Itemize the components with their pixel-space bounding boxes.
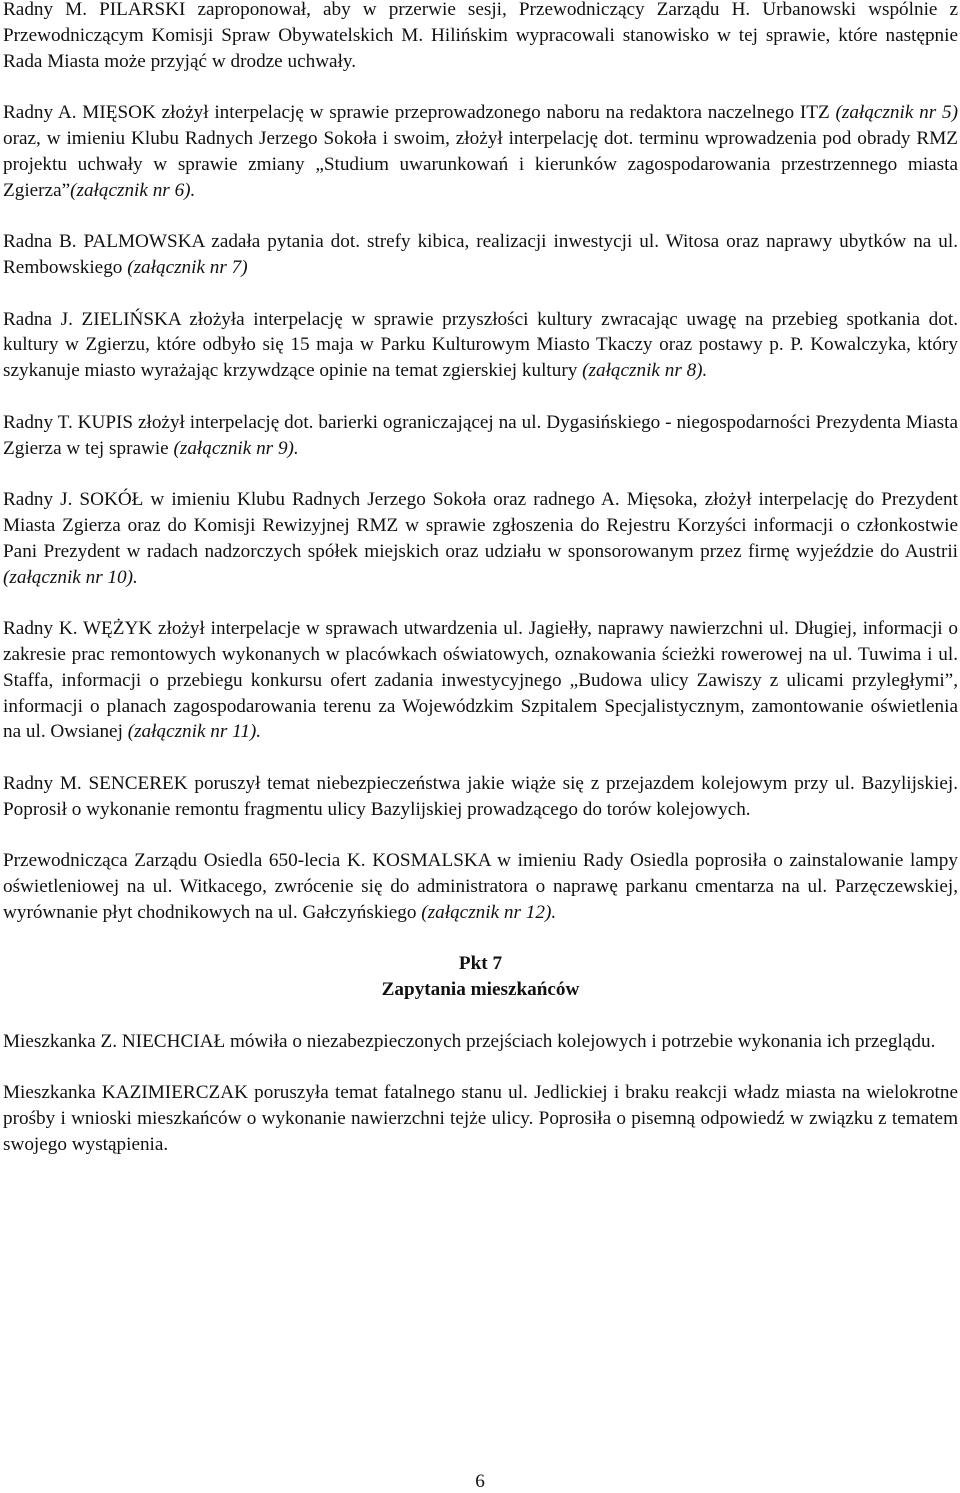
paragraph-text: Radna B. PALMOWSKA zadała pytania dot. strefy kibica, realizacji inwestycji ul. Witosa oraz naprawy ubytków na ul. Rembowskiego — [3, 231, 958, 278]
paragraph-sencerek — [3, 771, 958, 823]
paragraph-text: Radny M. SENCEREK poruszył temat niebezpieczeństwa jakie wiąże się z przejazdem kolejowym przy ul. Bazylijskiej. Poprosił o wykonanie remontu fragmentu ulicy Bazylijskiej prowadzącego do torów kolejowych. — [3, 772, 958, 820]
paragraph-text: Radny K. WĘŻYK złożył interpelacje w sprawach utwardzenia ul. Jagiełły, naprawy nawierzchni ul. Długiej, informacji o zakresie prac remontowych wykonanych w placówkach oświatowych, oznakowania ścieżki rowerowej na ul. Tuwima i ul. Staffa, informacji o przebiegu konkursu ofert zadania inwestycyjnego „Budowa ulicy Zawiszy z ulicami przyległymi”, informacji o planach zagospodarowania terenu za Wojewódzkim Szpitalem Specjalistycznym, zamontowanie oświetlenia na ul. Owsianej — [3, 618, 958, 743]
paragraph-wezyk — [3, 616, 958, 745]
paragraph-text: Radna J. ZIELIŃSKA złożyła interpelację w sprawie przyszłości kultury zwracając uwagę na przebieg spotkania dot. kultury w Zgierzu, które odbyło się 15 maja w Parku Kulturowym Miasto Tkaczy oraz postawy p. P. Kowalczyka, który szykanuje miasto wyrażając krzywdzące opinie na temat zgierskiej kultury — [3, 308, 958, 382]
section-title: Zapytania mieszkańców — [381, 979, 580, 1001]
paragraph-gap — [3, 823, 958, 849]
paragraph-text: Mieszkanka Z. NIECHCIAŁ mówiła o niezabezpieczonych przejściach kolejowych i potrzebie wykonania ich przeglądu. — [3, 1030, 936, 1052]
paragraph-text: Radny A. MIĘSOK złożył interpelację w sprawie przeprowadzonego naboru na redaktora naczelnego ITZ — [3, 102, 836, 124]
paragraph-niechcial — [3, 1029, 958, 1055]
paragraph-gap — [3, 461, 958, 487]
page-number: 6 — [475, 1471, 485, 1492]
paragraph-text: Radny J. SOKÓŁ w imieniu Klubu Radnych Jerzego Sokoła oraz radnego A. Mięsoka, złożył interpelację do Prezydent Miasta Zgierza oraz do Komisji Rewizyjnej RMZ w sprawie zgłoszenia do Rejestru Korzyści informacji o członkostwie Pani Prezydent w radach nadzorczych spółek miejskich oraz udziału w sponsorowanym przez firmę wyjeździe do Austrii — [3, 489, 958, 562]
paragraph-text: Przewodnicząca Zarządu Osiedla 650-lecia K. KOSMALSKA w imieniu Rady Osiedla poprosiła o zainstalowanie lampy oświetleniowej na ul. Witkacego, zwrócenie się do administratora o naprawę parkanu cmentarza na ul. Parzęczewskiej, wyrównanie płyt chodnikowych na ul. Gałczyńskiego — [3, 850, 958, 923]
paragraph-gap — [3, 203, 958, 229]
paragraph-text: Mieszkanka KAZIMIERCZAK poruszyła temat fatalnego stanu ul. Jedlickiej i braku reakcji władz miasta na wielokrotne prośby i wnioski mieszkańców o wykonanie nawierzchni tejże ulicy. Poprosiła o pisemną odpowiedź w związku z tematem swojego wystąpienia. — [3, 1082, 958, 1156]
attachment-reference: (załącznik nr 11). — [127, 721, 262, 743]
paragraph-text: oraz, w imieniu Klubu Radnych Jerzego Sokoła i swoim, złożył interpelację dot. terminu wprowadzenia pod obrady RMZ projektu uchwały w sprawie zmiany „Studium uwarunkowań i kierunków zagospodarowania przestrzennego miasta Zgierza” — [3, 127, 958, 201]
paragraph-gap — [3, 74, 958, 100]
paragraph-gap — [3, 926, 958, 952]
attachment-reference: (załącznik nr 6). — [70, 179, 196, 201]
paragraph-kazimierczak — [3, 1080, 958, 1157]
paragraph-text: Radny M. PILARSKI zaproponował, aby w przerwie sesji, Przewodniczący Zarządu H. Urbanowski wspólnie z Przewodniczącym Komisji Spraw Obywatelskich M. Hilińskim wypracowali stanowisko w tej sprawie, które następnie Rada Miasta może przyjąć w drodze uchwały. — [3, 0, 958, 72]
paragraph-kosmalska — [3, 848, 958, 925]
attachment-reference: (załącznik nr 9). — [173, 437, 299, 459]
paragraph-zielinska — [3, 307, 958, 384]
attachment-reference: (załącznik nr 8). — [582, 360, 708, 382]
paragraph-sokol — [3, 487, 958, 590]
attachment-reference: (załącznik nr 7) — [127, 256, 248, 278]
paragraph-gap — [3, 1055, 958, 1081]
section-number: Pkt 7 — [458, 953, 503, 975]
paragraph-pilarski — [3, 0, 958, 74]
attachment-reference: (załącznik nr 10). — [3, 566, 138, 588]
paragraph-gap — [3, 384, 958, 410]
paragraph-miesok — [3, 100, 958, 203]
paragraph-gap — [3, 281, 958, 307]
paragraph-palmowska — [3, 229, 958, 281]
attachment-reference: (załącznik nr 12). — [421, 901, 557, 923]
paragraph-text: Radny T. KUPIS złożył interpelację dot. barierki ograniczającej na ul. Dygasińskiego - niegospodarności Prezydenta Miasta Zgierza w tej sprawie — [3, 411, 958, 459]
paragraph-gap — [3, 590, 958, 616]
paragraph-gap — [3, 1003, 958, 1029]
attachment-reference: (załącznik nr 5) — [835, 102, 959, 124]
paragraph-gap — [3, 745, 958, 771]
paragraph-kupis — [3, 410, 958, 462]
